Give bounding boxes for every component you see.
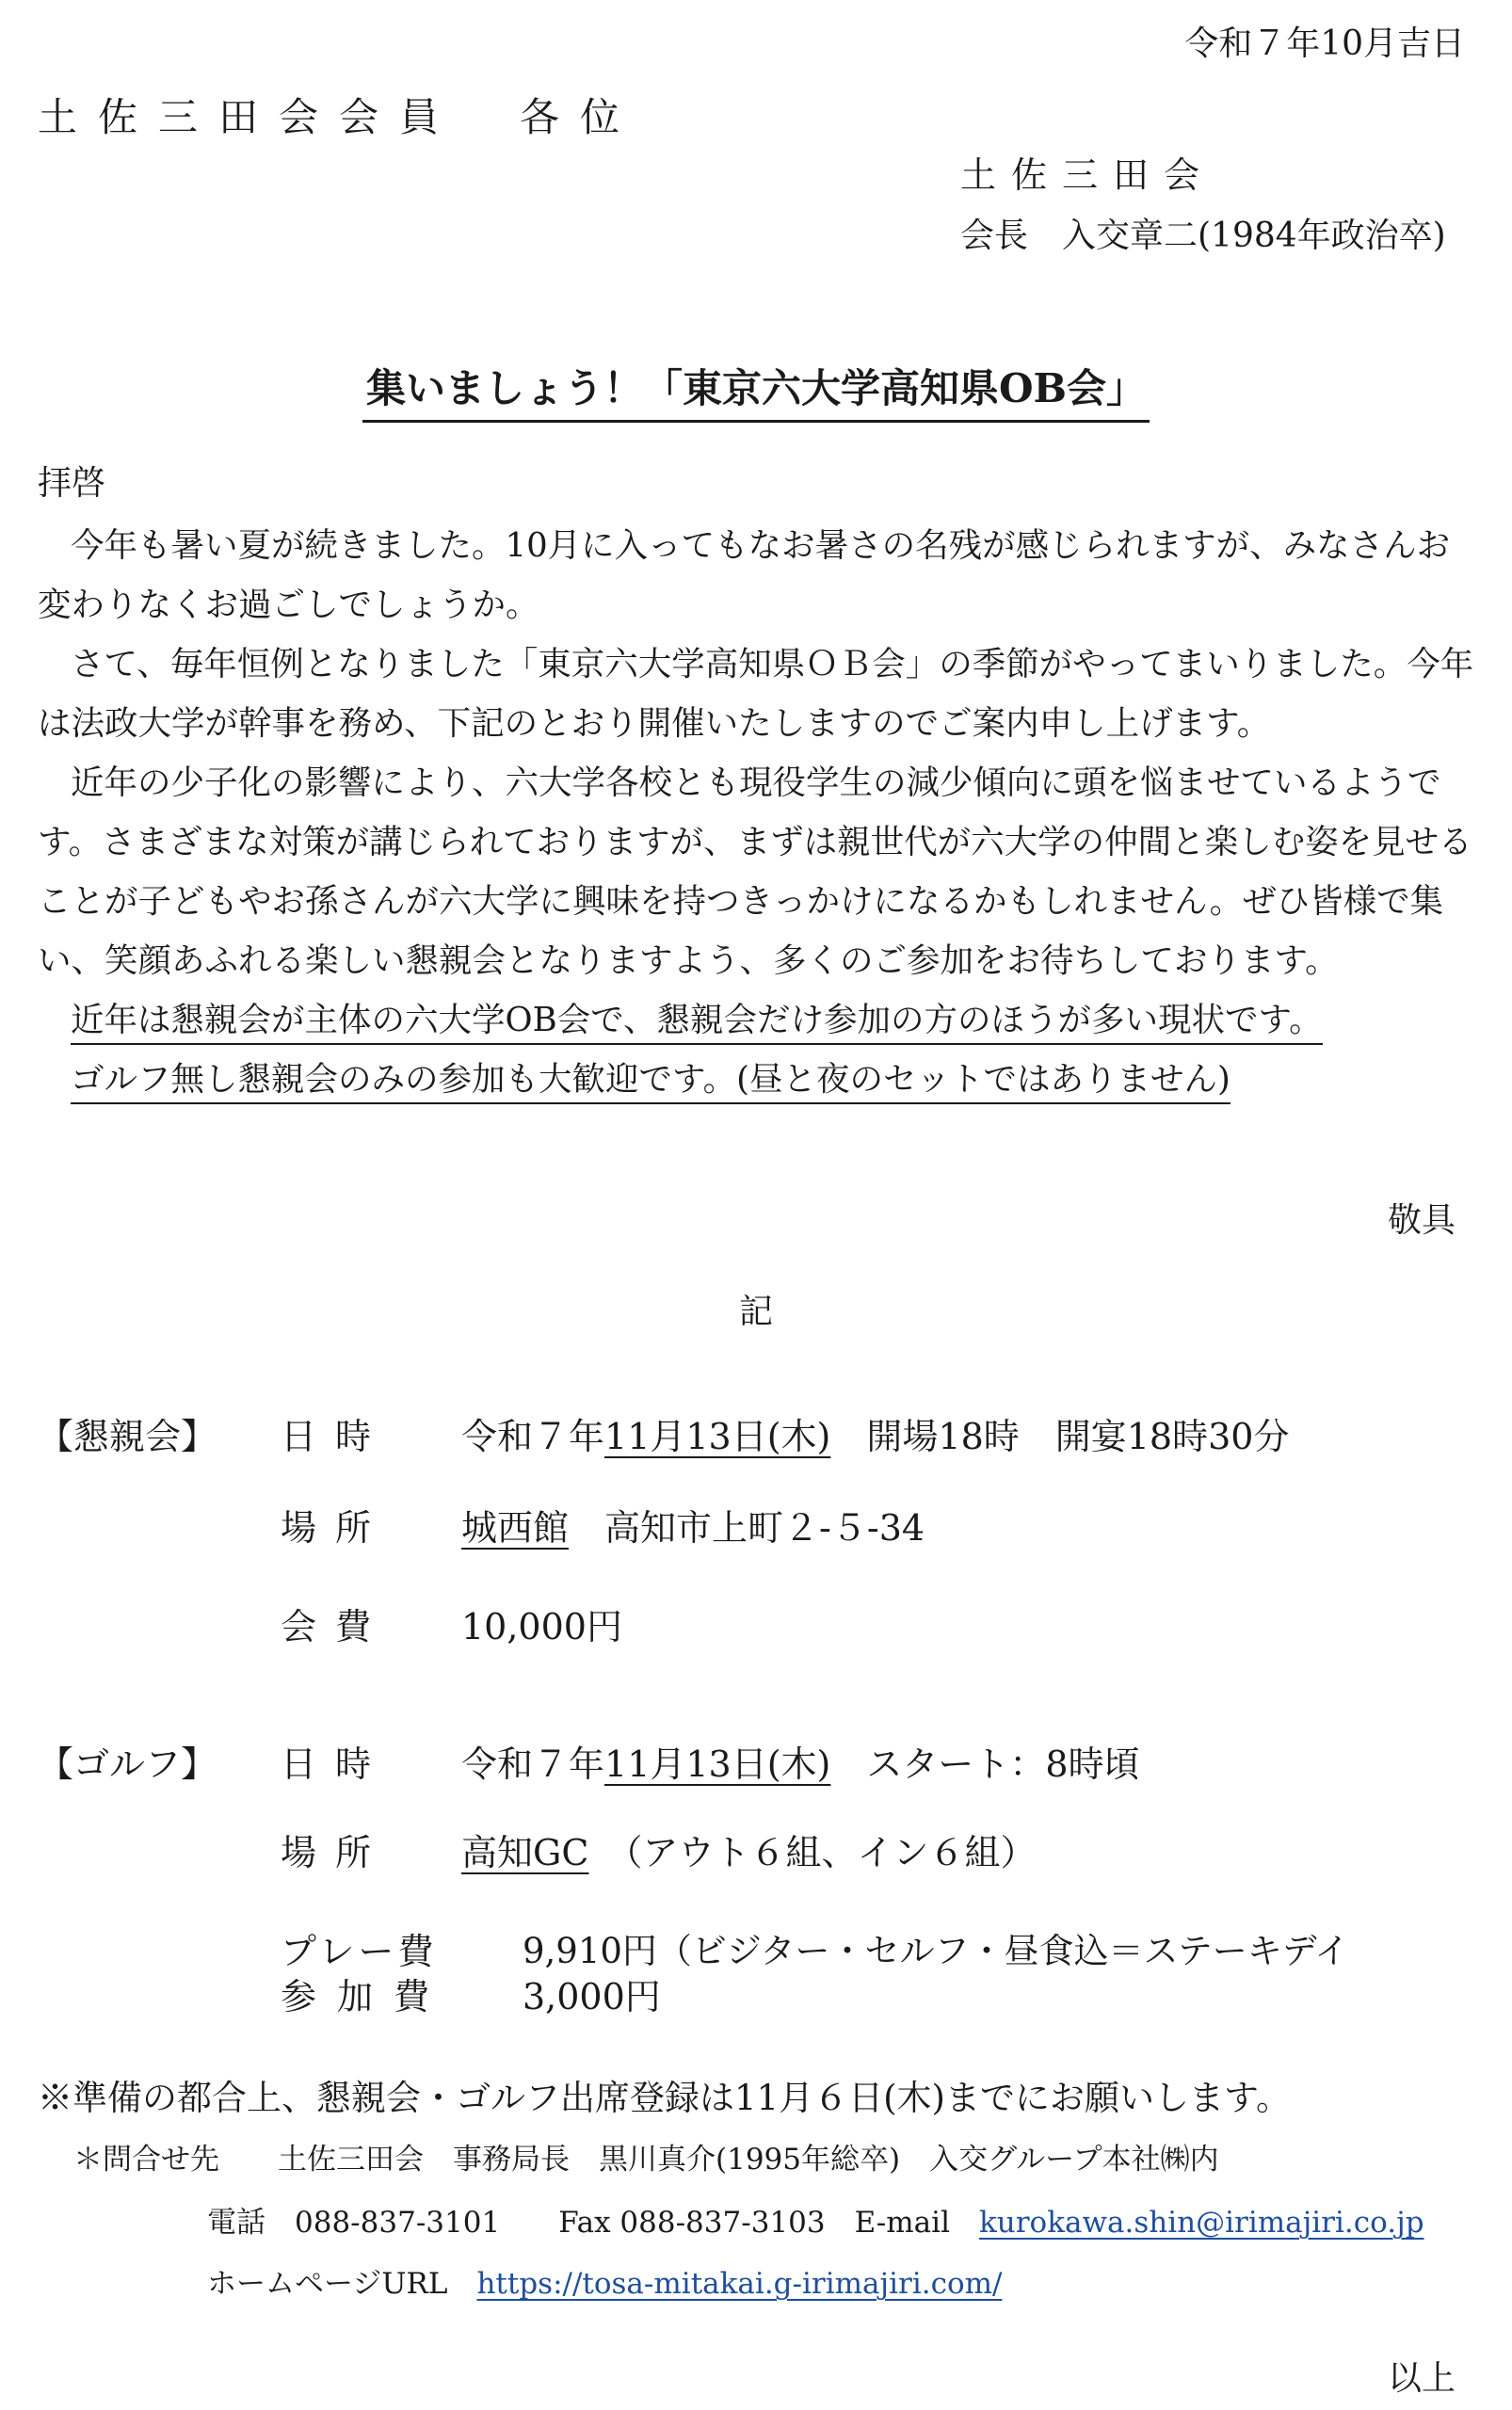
golf-date-prefix: 令和７年	[461, 1743, 605, 1785]
golf-play-fee-label: プレー費	[281, 1931, 438, 1972]
golf-place	[461, 1824, 1036, 1875]
underlined-note-1	[38, 990, 1474, 1050]
party-date: 11月13日(木)	[604, 1416, 831, 1457]
party-place-label: 場所	[281, 1507, 391, 1549]
homepage-link[interactable]: https://tosa-mitakai.g-irimajiri.com/	[476, 2267, 1003, 2301]
golf-section-label: 【ゴルフ】	[38, 1743, 217, 1785]
golf-place-label: 場所	[281, 1832, 391, 1873]
paragraph-3: 近年の少子化の影響により、六大学各校とも現役学生の減少傾向に頭を悩ませているようです。さまざまな対策が講じられておりますが、まずは親世代が六大学の仲間と楽しむ姿を見せることが子どもやお孫さんが六大学に興味を持つきっかけになるかもしれません。ぜひ皆様で集い、笑顔あふれる楽しい懇親会となりますよう、多くのご参加をお待ちしております。	[38, 763, 1472, 980]
fax-number: Fax 088-837-3103	[558, 2206, 826, 2240]
email-label: E-mail	[854, 2206, 950, 2240]
party-date-prefix: 令和７年	[461, 1416, 605, 1457]
party-time: 開場18時 開宴18時30分	[866, 1416, 1290, 1457]
golf-date: 11月13日(木)	[604, 1743, 831, 1785]
golf-play-fee: 9,910円（ビジター・セルフ・昼食込＝ステーキデイ	[523, 1931, 1350, 1971]
golf-groups: （アウト６組、イン６組）	[624, 1832, 1037, 1873]
party-fee-label: 会費	[281, 1606, 391, 1647]
issue-date: 令和７年10月吉日	[1184, 24, 1465, 63]
document-title	[0, 358, 1512, 423]
underlined-note-1-text: 近年は懇親会が主体の六大学OB会で、懇親会だけ参加の方のほうが多い現状です。	[71, 1001, 1323, 1045]
letter-body	[38, 516, 1474, 1109]
sender-organization: 土佐三田会	[960, 154, 1215, 196]
phone-number: 088-837-3101	[295, 2206, 501, 2240]
golf-entry-fee-label: 参加費	[281, 1976, 451, 2017]
party-venue: 城西館	[461, 1507, 570, 1549]
paragraph-2: さて、毎年恒例となりました「東京六大学高知県ＯＢ会」の季節がやってまいりました。今年は法政大学が幹事を務め、下記のとおり開催いたしますのでご案内申し上げます。	[38, 645, 1474, 743]
ki-heading: 記	[738, 1293, 773, 1331]
contact-homepage-row	[207, 2259, 1003, 2302]
paragraph-1: 今年も暑い夏が続きました。10月に入ってもなお暑さの名残が感じられますが、みなさんお変わりなくお過ごしでしょうか。	[38, 526, 1451, 624]
party-datetime	[461, 1407, 1289, 1459]
contact-inquiry: ＊問合せ先 土佐三田会 事務局長 黒川真介(1995年総卒) 入交グループ本社㈱内	[73, 2143, 1219, 2177]
registration-deadline-notice: ※準備の都合上、懇親会・ゴルフ出席登録は11月６日(木)までにお願いします。	[38, 2078, 1291, 2118]
addressee: 土佐三田会会員 各位	[38, 94, 641, 140]
document-title-text: 集いましょう！「東京六大学高知県OB会」	[362, 358, 1150, 423]
golf-entry-fee: 3,000円	[523, 1976, 661, 2017]
closing-keigu: 敬具	[1387, 1201, 1456, 1240]
underlined-note-2-text: ゴルフ無し懇親会のみの参加も大歓迎です。(昼と夜のセットではありません)	[71, 1060, 1231, 1104]
golf-datetime-label: 日時	[281, 1743, 391, 1785]
homepage-label: ホームページURL	[207, 2267, 448, 2301]
sender-president: 会長 入交章二(1984年政治卒)	[960, 217, 1446, 255]
phone-label: 電話	[207, 2206, 265, 2240]
contact-phone-row	[207, 2198, 1424, 2241]
party-datetime-label: 日時	[281, 1416, 391, 1457]
golf-time: スタート：8時頃	[866, 1743, 1140, 1785]
party-place	[461, 1499, 925, 1550]
party-section-label: 【懇親会】	[38, 1416, 217, 1457]
golf-venue: 高知GC	[461, 1832, 589, 1873]
underlined-note-2	[38, 1050, 1474, 1109]
email-link[interactable]: kurokawa.shin@irimajiri.co.jp	[978, 2206, 1424, 2240]
golf-datetime	[461, 1735, 1140, 1787]
party-address: 高知市上町２‐５‐34	[604, 1507, 925, 1549]
party-fee: 10,000円	[461, 1606, 622, 1647]
closing-ijo: 以上	[1387, 2359, 1456, 2398]
greeting: 拝啓	[38, 464, 106, 503]
